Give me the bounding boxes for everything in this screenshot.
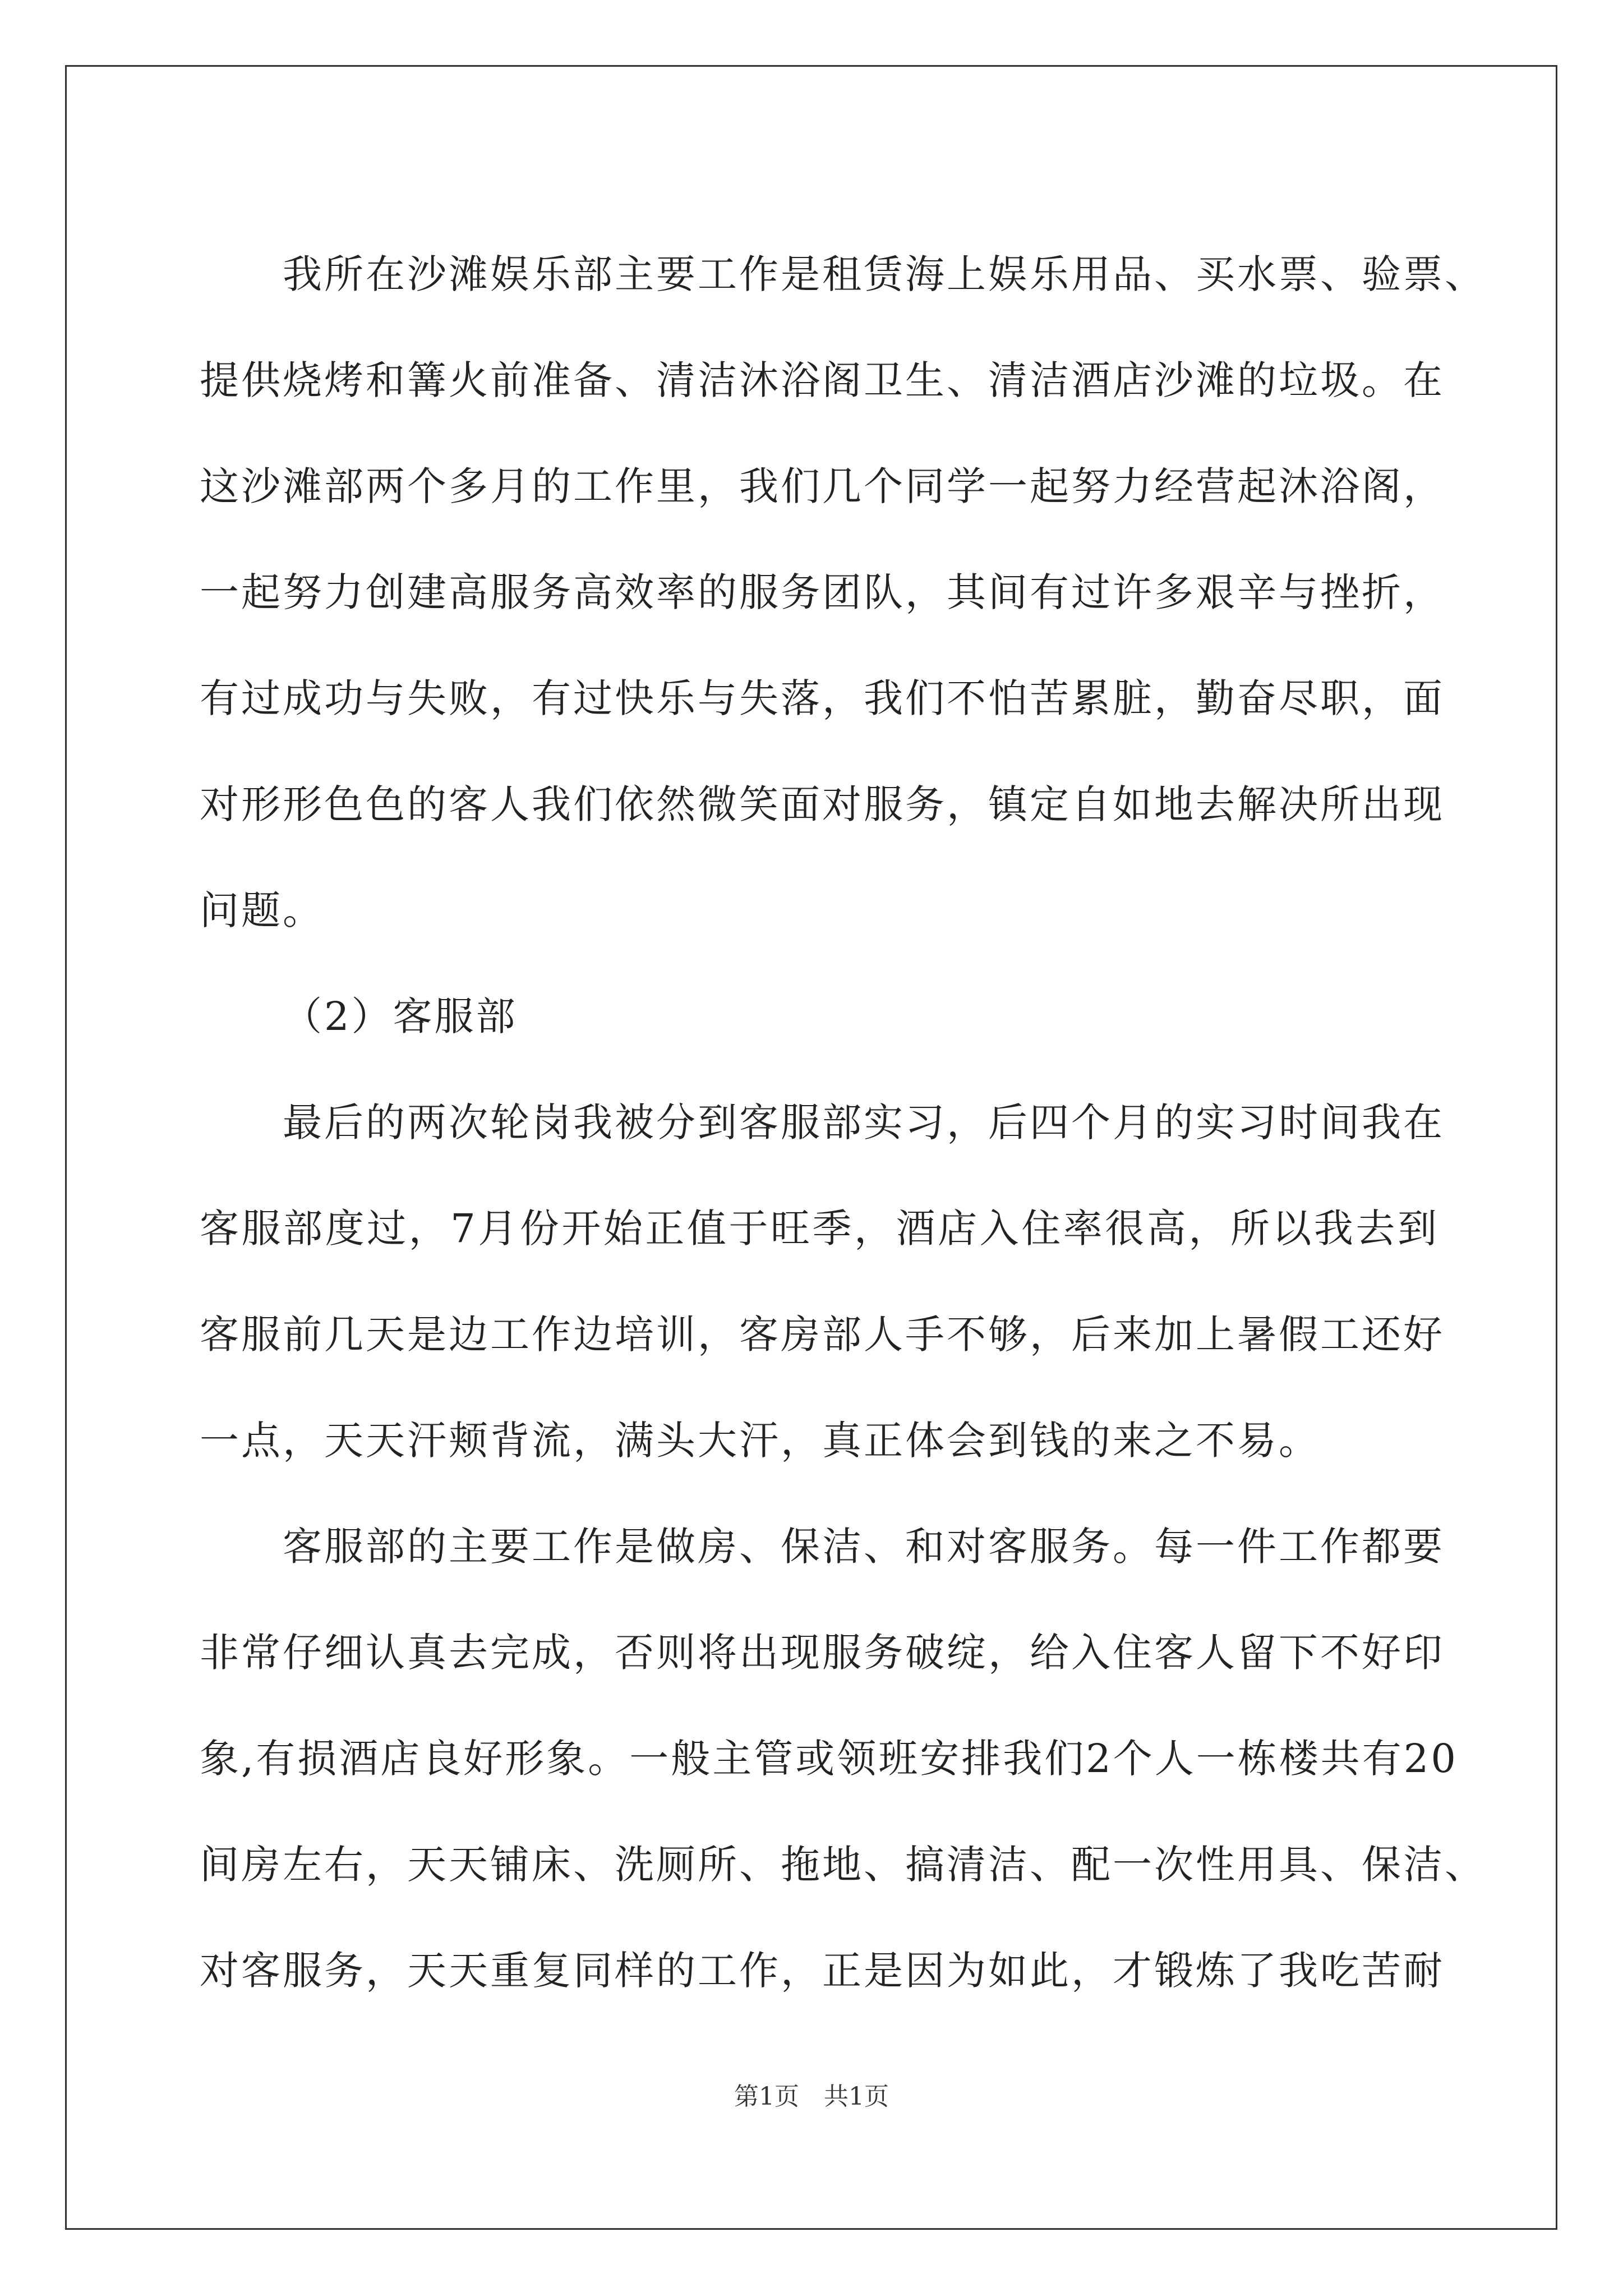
paragraph-line: 有过成功与失败，有过快乐与失落，我们不怕苦累脏，勤奋尽职，面 (200, 675, 1445, 721)
paragraph-line: 提供烧烤和篝火前准备、清洁沐浴阁卫生、清洁酒店沙滩的垃圾。在 (200, 357, 1445, 403)
paragraph-line: 客服部度过，7月份开始正值于旺季，酒店入住率很高，所以我去到 (200, 1205, 1439, 1251)
paragraph-line: 间房左右，天天铺床、洗厕所、拖地、搞清洁、配一次性用具、保洁、 (200, 1842, 1486, 1888)
paragraph-line: 对客服务，天天重复同样的工作，正是因为如此，才锻炼了我吃苦耐 (200, 1948, 1445, 1994)
paragraph-line: 象,有损酒店良好形象。一般主管或领班安排我们2个人一栋楼共有20 (200, 1736, 1458, 1782)
paragraph-line: 对形形色色的客人我们依然微笑面对服务，镇定自如地去解决所出现 (200, 781, 1445, 827)
paragraph-line: 客服前几天是边工作边培训，客房部人手不够，后来加上暑假工还好 (200, 1312, 1445, 1358)
paragraph-line: 一点，天天汗颊背流，满头大汗，真正体会到钱的来之不易。 (200, 1418, 1320, 1464)
paragraph-line: 最后的两次轮岗我被分到客服部实习，后四个月的实习时间我在 (283, 1099, 1445, 1145)
paragraph-line: 一起努力创建高服务高效率的服务团队，其间有过许多艰辛与挫折， (200, 569, 1445, 615)
paragraph-line: 这沙滩部两个多月的工作里，我们几个同学一起努力经营起沐浴阁， (200, 463, 1445, 509)
paragraph-line: 我所在沙滩娱乐部主要工作是租赁海上娱乐用品、买水票、验票、 (283, 251, 1486, 297)
paragraph-line: 客服部的主要工作是做房、保洁、和对客服务。每一件工作都要 (283, 1524, 1445, 1570)
document-body (200, 222, 1486, 2024)
section-heading: （2）客服部 (283, 993, 518, 1039)
paragraph-line: 非常仔细认真去完成，否则将出现服务破绽，给入住客人留下不好印 (200, 1630, 1445, 1676)
paragraph-line: 问题。 (200, 887, 324, 933)
page-number-footer: 第1页 共1页 (734, 2082, 889, 2111)
